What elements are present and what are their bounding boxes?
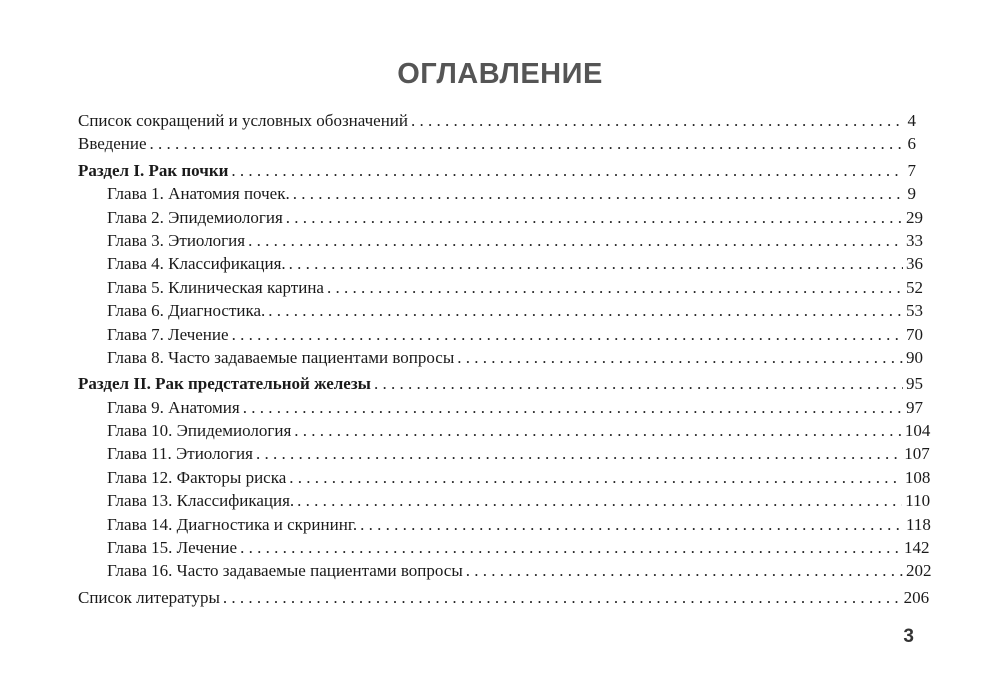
dot-leader <box>268 299 903 322</box>
toc-chapter[interactable] <box>78 323 923 346</box>
toc-chapter[interactable] <box>78 442 930 465</box>
dot-leader <box>294 419 902 442</box>
dot-leader <box>360 513 903 536</box>
toc-entry-page: 90 <box>906 347 923 367</box>
toc-section[interactable] <box>78 372 923 395</box>
dot-leader <box>231 159 903 182</box>
dot-leader <box>243 396 903 419</box>
toc-chapter-label: Глава 12. Факторы риска <box>107 467 287 487</box>
toc-chapter[interactable] <box>78 536 930 559</box>
toc-entry-label: Список литературы <box>78 587 220 607</box>
toc-entry-page: 107 <box>904 444 930 464</box>
toc-entry-page: 95 <box>906 374 923 394</box>
dot-leader <box>297 489 902 512</box>
toc-chapter[interactable] <box>78 489 931 512</box>
dot-leader <box>289 252 903 275</box>
toc-entry-page: 70 <box>906 324 923 344</box>
toc-chapter-label: Глава 3. Этиология <box>107 230 246 250</box>
dot-leader <box>232 323 903 346</box>
toc-entry-page: 202 <box>906 561 932 581</box>
toc-entry-page: 4 <box>907 111 916 130</box>
toc-entry[interactable] <box>78 586 930 609</box>
toc-chapter-label: Глава 7. Лечение <box>107 324 229 344</box>
toc-entry-page: 118 <box>906 514 931 534</box>
toc-chapter[interactable] <box>78 276 923 299</box>
toc-entry-page: 142 <box>903 538 930 558</box>
dot-leader <box>248 229 903 252</box>
dot-leader <box>293 182 903 205</box>
toc-entry[interactable] <box>78 109 916 132</box>
toc-entry-page: 53 <box>906 301 923 321</box>
toc-entry-page: 33 <box>906 230 923 250</box>
toc-entry-page: 206 <box>903 587 930 607</box>
toc-chapter[interactable] <box>78 346 923 369</box>
page-number: 3 <box>903 626 914 647</box>
toc-chapter-label: Глава 16. Часто задаваемые пациентами вопросы <box>107 561 463 581</box>
toc-entry-page: 9 <box>907 184 916 204</box>
dot-leader <box>150 132 903 155</box>
toc-section-label: Раздел II. Рак предстательной железы <box>78 374 371 394</box>
toc-entry-page: 52 <box>906 277 923 297</box>
dot-leader <box>374 372 903 395</box>
toc-entry-page: 97 <box>906 397 923 417</box>
toc-chapter-label: Глава 1. Анатомия почек. <box>107 184 290 204</box>
toc-chapter[interactable] <box>78 466 931 489</box>
toc-section-label: Раздел I. Рак почки <box>78 160 229 180</box>
toc-entry-page: 104 <box>904 421 931 441</box>
toc-entry-page: 108 <box>904 467 931 487</box>
toc-chapter[interactable] <box>78 559 932 582</box>
dot-leader <box>256 442 901 465</box>
dot-leader <box>327 276 903 299</box>
toc-chapter[interactable] <box>78 396 923 419</box>
dot-leader <box>289 466 902 489</box>
toc-entry-page: 29 <box>906 207 923 227</box>
toc-chapter-label: Глава 15. Лечение <box>107 538 238 558</box>
dot-leader <box>223 586 901 609</box>
toc-chapter-label: Глава 11. Этиология <box>107 444 253 464</box>
dot-leader <box>457 346 903 369</box>
toc-chapter[interactable] <box>78 229 923 252</box>
dot-leader <box>240 536 901 559</box>
toc-entry[interactable] <box>78 132 916 155</box>
toc-chapter-label: Глава 14. Диагностика и скрининг. <box>107 514 358 534</box>
toc-chapter[interactable] <box>78 206 923 229</box>
toc-chapter-label: Глава 13. Классификация. <box>107 491 295 511</box>
toc-chapter-label: Глава 4. Классификация. <box>107 254 286 274</box>
toc-entry-page: 6 <box>907 134 916 154</box>
toc-chapter-label: Глава 2. Эпидемиология <box>107 207 283 227</box>
toc-chapter-label: Глава 5. Клиническая картина <box>107 277 324 297</box>
toc-entry-page: 110 <box>905 491 931 511</box>
table-of-contents <box>78 109 932 609</box>
toc-entry-page: 36 <box>906 254 923 274</box>
page-title: ОГЛАВЛЕНИЕ <box>397 58 603 90</box>
toc-entry-page: 7 <box>907 160 916 180</box>
dot-leader <box>411 109 903 132</box>
toc-chapter-label: Глава 6. Диагностика. <box>107 301 266 321</box>
dot-leader <box>466 559 903 582</box>
toc-chapter-label: Глава 8. Часто задаваемые пациентами вопросы <box>107 347 455 367</box>
toc-chapter-label: Глава 10. Эпидемиология <box>107 421 292 441</box>
toc-entry-label: Список сокращений и условных обозначений <box>78 111 409 130</box>
toc-chapter[interactable] <box>78 182 916 205</box>
toc-chapter[interactable] <box>78 419 931 442</box>
toc-chapter[interactable] <box>78 299 923 322</box>
toc-chapter[interactable] <box>78 252 923 275</box>
dot-leader <box>286 206 903 229</box>
toc-chapter-label: Глава 9. Анатомия <box>107 397 240 417</box>
toc-entry-label: Введение <box>78 134 147 154</box>
toc-section[interactable] <box>78 159 916 182</box>
toc-chapter[interactable] <box>78 513 931 536</box>
